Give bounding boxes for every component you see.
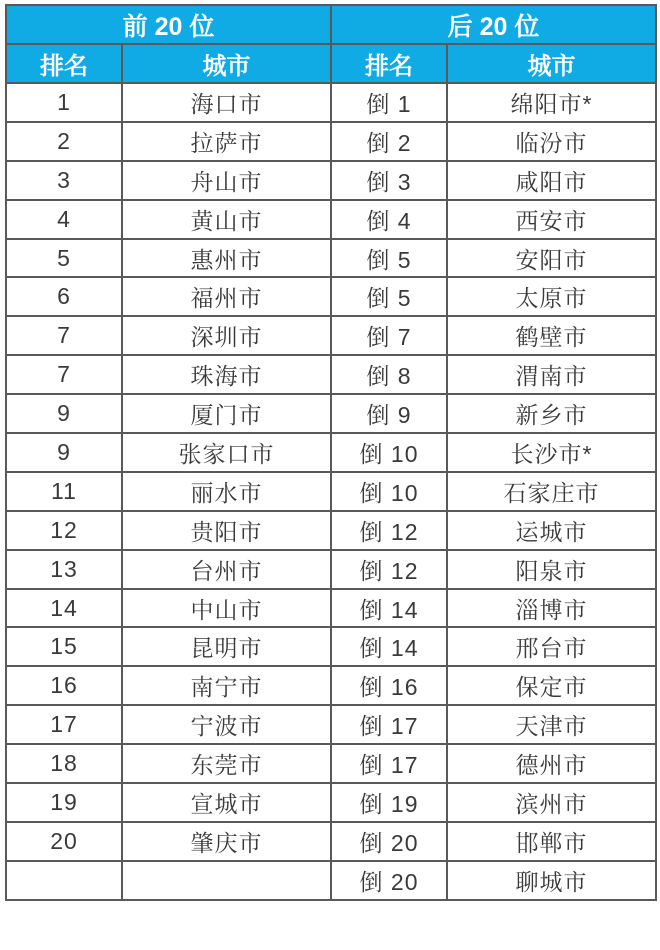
- bottom20-city-cell: 运城市: [447, 511, 656, 550]
- top20-city-cell: 贵阳市: [122, 511, 331, 550]
- bottom20-rank-cell: 倒 17: [331, 705, 447, 744]
- top20-rank-cell: 16: [6, 666, 122, 705]
- bottom20-city-cell: 长沙市*: [447, 433, 656, 472]
- table-row: [6, 394, 656, 433]
- top20-rank-cell: 19: [6, 783, 122, 822]
- top20-rank-cell: 13: [6, 550, 122, 589]
- top20-city-cell: 海口市: [122, 83, 331, 122]
- top20-rank-cell: 14: [6, 589, 122, 628]
- table-row: [6, 861, 656, 900]
- bottom20-rank-cell: 倒 10: [331, 472, 447, 511]
- bottom20-rank-cell: 倒 17: [331, 744, 447, 783]
- bottom20-city-cell: 淄博市: [447, 589, 656, 628]
- bottom20-city-cell: 鹤壁市: [447, 316, 656, 355]
- table-row: [6, 161, 656, 200]
- table-row: [6, 511, 656, 550]
- bottom20-city-cell: 咸阳市: [447, 161, 656, 200]
- bottom20-rank-cell: 倒 14: [331, 589, 447, 628]
- table-row: [6, 200, 656, 239]
- top20-rank-cell: 5: [6, 239, 122, 278]
- bottom20-city-cell: 阳泉市: [447, 550, 656, 589]
- bottom20-rank-cell: 倒 12: [331, 550, 447, 589]
- bottom20-rank-cell: 倒 10: [331, 433, 447, 472]
- bottom20-city-cell: 邢台市: [447, 627, 656, 666]
- top20-rank-cell: 4: [6, 200, 122, 239]
- top20-rank-cell: 3: [6, 161, 122, 200]
- bottom20-rank-cell: 倒 12: [331, 511, 447, 550]
- bottom20-rank-cell: 倒 5: [331, 239, 447, 278]
- top20-rank-cell: 15: [6, 627, 122, 666]
- table-row: [6, 239, 656, 278]
- top20-city-cell: 厦门市: [122, 394, 331, 433]
- group-header-bottom20: 后 20 位: [331, 5, 656, 44]
- top20-city-cell: [122, 861, 331, 900]
- top20-rank-cell: 7: [6, 355, 122, 394]
- top20-city-cell: 东莞市: [122, 744, 331, 783]
- table-body: [6, 83, 656, 900]
- table-row: [6, 83, 656, 122]
- bottom20-rank-cell: 倒 20: [331, 861, 447, 900]
- bottom20-rank-cell: 倒 8: [331, 355, 447, 394]
- bottom20-rank-cell: 倒 14: [331, 627, 447, 666]
- bottom20-rank-cell: 倒 9: [331, 394, 447, 433]
- table-header: [6, 5, 656, 83]
- bottom20-rank-cell: 倒 3: [331, 161, 447, 200]
- bottom20-city-cell: 保定市: [447, 666, 656, 705]
- top20-rank-cell: [6, 861, 122, 900]
- bottom20-city-cell: 德州市: [447, 744, 656, 783]
- top20-rank-cell: 17: [6, 705, 122, 744]
- top20-city-cell: 舟山市: [122, 161, 331, 200]
- top20-city-cell: 丽水市: [122, 472, 331, 511]
- bottom20-city-cell: 聊城市: [447, 861, 656, 900]
- top20-city-cell: 福州市: [122, 277, 331, 316]
- table-row: [6, 472, 656, 511]
- group-header-row: [6, 5, 656, 44]
- bottom20-rank-cell: 倒 7: [331, 316, 447, 355]
- top20-city-cell: 宁波市: [122, 705, 331, 744]
- top20-city-cell: 黄山市: [122, 200, 331, 239]
- top20-rank-cell: 1: [6, 83, 122, 122]
- bottom20-city-cell: 太原市: [447, 277, 656, 316]
- top20-city-cell: 台州市: [122, 550, 331, 589]
- bottom20-city-cell: 滨州市: [447, 783, 656, 822]
- table-row: [6, 589, 656, 628]
- table-row: [6, 277, 656, 316]
- column-header-city-top20: 城市: [122, 44, 331, 83]
- top20-city-cell: 深圳市: [122, 316, 331, 355]
- bottom20-rank-cell: 倒 4: [331, 200, 447, 239]
- top20-city-cell: 宣城市: [122, 783, 331, 822]
- top20-rank-cell: 6: [6, 277, 122, 316]
- bottom20-rank-cell: 倒 1: [331, 83, 447, 122]
- bottom20-city-cell: 临汾市: [447, 122, 656, 161]
- bottom20-city-cell: 天津市: [447, 705, 656, 744]
- top20-rank-cell: 9: [6, 394, 122, 433]
- bottom20-rank-cell: 倒 2: [331, 122, 447, 161]
- table-row: [6, 550, 656, 589]
- top20-city-cell: 南宁市: [122, 666, 331, 705]
- top20-city-cell: 惠州市: [122, 239, 331, 278]
- column-header-row: [6, 44, 656, 83]
- table-row: [6, 744, 656, 783]
- table-row: [6, 822, 656, 861]
- bottom20-city-cell: 渭南市: [447, 355, 656, 394]
- bottom20-rank-cell: 倒 16: [331, 666, 447, 705]
- table-row: [6, 433, 656, 472]
- table-row: [6, 316, 656, 355]
- column-header-city-bottom20: 城市: [447, 44, 656, 83]
- bottom20-rank-cell: 倒 20: [331, 822, 447, 861]
- bottom20-rank-cell: 倒 19: [331, 783, 447, 822]
- column-header-rank-top20: 排名: [6, 44, 122, 83]
- top20-city-cell: 肇庆市: [122, 822, 331, 861]
- bottom20-city-cell: 西安市: [447, 200, 656, 239]
- top20-rank-cell: 18: [6, 744, 122, 783]
- top20-rank-cell: 2: [6, 122, 122, 161]
- top20-rank-cell: 11: [6, 472, 122, 511]
- table-row: [6, 627, 656, 666]
- bottom20-city-cell: 新乡市: [447, 394, 656, 433]
- top20-rank-cell: 12: [6, 511, 122, 550]
- bottom20-city-cell: 邯郸市: [447, 822, 656, 861]
- top20-city-cell: 昆明市: [122, 627, 331, 666]
- table-row: [6, 666, 656, 705]
- top20-city-cell: 拉萨市: [122, 122, 331, 161]
- top20-rank-cell: 20: [6, 822, 122, 861]
- table-row: [6, 783, 656, 822]
- top20-rank-cell: 7: [6, 316, 122, 355]
- table-row: [6, 355, 656, 394]
- top20-rank-cell: 9: [6, 433, 122, 472]
- group-header-top20: 前 20 位: [6, 5, 331, 44]
- table-row: [6, 705, 656, 744]
- column-header-rank-bottom20: 排名: [331, 44, 447, 83]
- bottom20-rank-cell: 倒 5: [331, 277, 447, 316]
- city-ranking-table: [5, 4, 657, 901]
- bottom20-city-cell: 石家庄市: [447, 472, 656, 511]
- bottom20-city-cell: 安阳市: [447, 239, 656, 278]
- top20-city-cell: 张家口市: [122, 433, 331, 472]
- top20-city-cell: 珠海市: [122, 355, 331, 394]
- bottom20-city-cell: 绵阳市*: [447, 83, 656, 122]
- table-row: [6, 122, 656, 161]
- top20-city-cell: 中山市: [122, 589, 331, 628]
